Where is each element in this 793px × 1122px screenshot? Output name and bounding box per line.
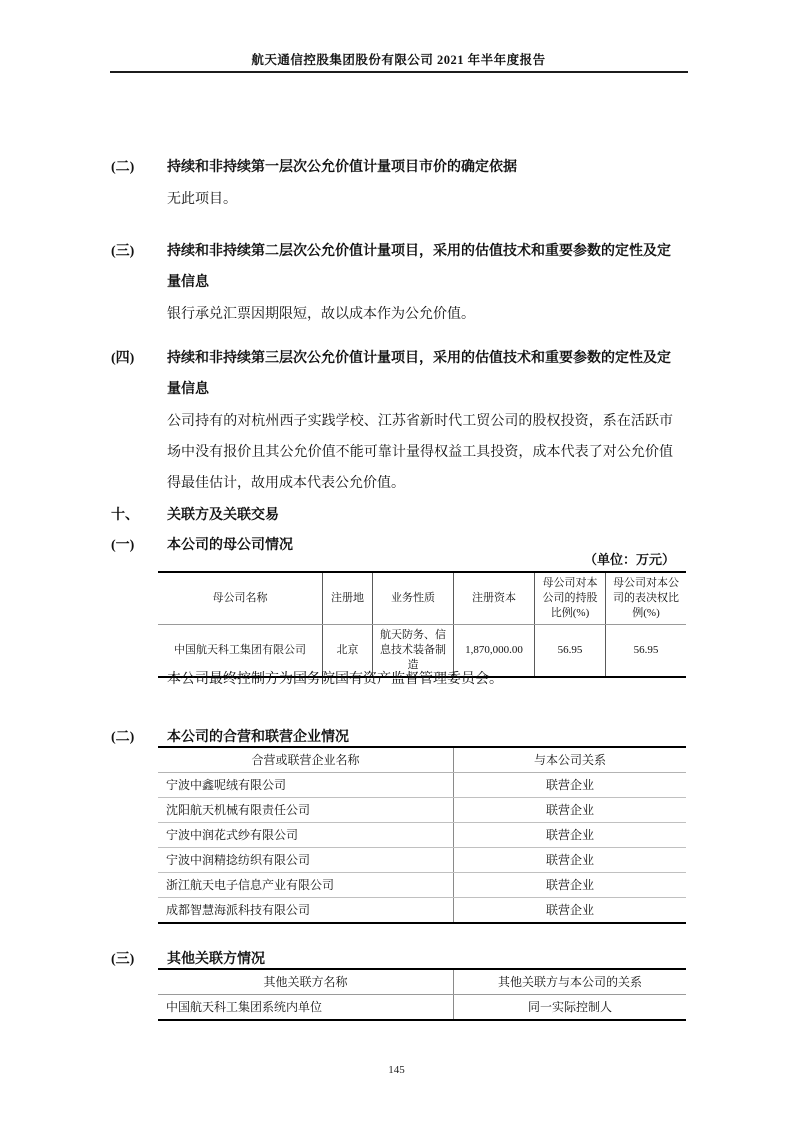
page-header-title: 航天通信控股集团股份有限公司 2021 年半年度报告 bbox=[251, 53, 546, 67]
section-heading: 本公司的合营和联营企业情况 bbox=[167, 730, 349, 745]
section-number: (一) bbox=[111, 538, 135, 553]
section-related-parties bbox=[111, 500, 691, 531]
table-row bbox=[158, 624, 686, 676]
section-number: 十、 bbox=[111, 508, 139, 523]
section-heading: 其他关联方情况 bbox=[167, 952, 265, 967]
parent-company-table bbox=[158, 571, 686, 678]
business-nature-cell: 航天防务、信息技术装备制造 bbox=[372, 625, 453, 676]
section-number: (四) bbox=[111, 351, 135, 366]
section-fair-value-level3 bbox=[111, 343, 691, 499]
unit-note: （单位：万元） bbox=[583, 552, 675, 567]
table-row bbox=[158, 994, 686, 1019]
enterprise-name-cell: 宁波中润花式纱有限公司 bbox=[166, 828, 299, 842]
relationship-cell: 联营企业 bbox=[453, 798, 686, 822]
table-header-row bbox=[158, 748, 686, 772]
registered-capital-cell: 1,870,000.00 bbox=[453, 625, 534, 676]
ultimate-controller-note: 本公司最终控制方为国务院国有资产监督管理委员会。 bbox=[167, 672, 503, 687]
page-content bbox=[111, 0, 691, 1122]
section-number: (二) bbox=[111, 730, 135, 745]
section-heading: 持续和非持续第一层次公允价值计量项目市价的确定依据 bbox=[167, 160, 517, 175]
enterprise-name-cell: 成都智慧海派科技有限公司 bbox=[166, 903, 311, 917]
header-cell-other-party-relationship: 其他关联方与本公司的关系 bbox=[453, 970, 686, 994]
relationship-cell: 联营企业 bbox=[453, 823, 686, 847]
shareholding-ratio-cell: 56.95 bbox=[534, 625, 605, 676]
relationship-cell: 联营企业 bbox=[453, 773, 686, 797]
voting-ratio-cell: 56.95 bbox=[605, 625, 686, 676]
section-heading: 持续和非持续第二层次公允价值计量项目，采用的估值技术和重要参数的定性及定量信息 bbox=[167, 244, 671, 290]
enterprise-name-cell: 宁波中润精捻纺织有限公司 bbox=[166, 853, 311, 867]
section-number: (三) bbox=[111, 952, 135, 967]
table-row bbox=[158, 822, 686, 847]
enterprise-name-cell: 沈阳航天机械有限责任公司 bbox=[166, 803, 311, 817]
table-row bbox=[158, 797, 686, 822]
section-number: (二) bbox=[111, 160, 135, 175]
parent-name-cell: 中国航天科工集团有限公司 bbox=[174, 644, 306, 656]
header-cell-parent-name: 母公司名称 bbox=[212, 592, 268, 604]
section-fair-value-level1 bbox=[111, 152, 691, 215]
enterprise-name-cell: 浙江航天电子信息产业有限公司 bbox=[166, 878, 335, 892]
header-cell-enterprise-name: 合营或联营企业名称 bbox=[251, 753, 360, 767]
section-heading: 持续和非持续第三层次公允价值计量项目，采用的估值技术和重要参数的定性及定量信息 bbox=[167, 351, 671, 397]
section-body: 银行承兑汇票因期限短，故以成本作为公允价值。 bbox=[167, 307, 475, 322]
header-cell-relationship: 与本公司关系 bbox=[453, 748, 686, 772]
other-party-relationship-cell: 同一实际控制人 bbox=[453, 995, 686, 1019]
section-heading: 本公司的母公司情况 bbox=[167, 538, 293, 553]
relationship-cell: 联营企业 bbox=[453, 873, 686, 897]
table-row bbox=[158, 847, 686, 872]
header-cell-business-nature: 业务性质 bbox=[372, 573, 453, 624]
header-cell-shareholding-ratio: 母公司对本公司的持股比例(%) bbox=[534, 573, 605, 624]
table-row bbox=[158, 897, 686, 922]
section-fair-value-level2 bbox=[111, 236, 691, 330]
enterprise-name-cell: 宁波中鑫呢绒有限公司 bbox=[166, 778, 287, 792]
table-header-row bbox=[158, 970, 686, 994]
other-party-name-cell: 中国航天科工集团系统内单位 bbox=[166, 1000, 323, 1014]
section-heading: 关联方及关联交易 bbox=[167, 508, 279, 523]
other-related-party-table bbox=[158, 968, 686, 1021]
joint-venture-table bbox=[158, 746, 686, 924]
section-body: 公司持有的对杭州西子实践学校、江苏省新时代工贸公司的股权投资，系在活跃市场中没有报价且其公允价值不能可靠计量得权益工具投资，成本代表了对公允价值得最佳估计，故用成本代表公允价值。 bbox=[167, 414, 673, 491]
table-row bbox=[158, 772, 686, 797]
header-cell-registered-place: 注册地 bbox=[322, 573, 372, 624]
relationship-cell: 联营企业 bbox=[453, 848, 686, 872]
header-cell-other-party-name: 其他关联方名称 bbox=[263, 975, 348, 989]
table-header-row bbox=[158, 573, 686, 624]
section-body: 无此项目。 bbox=[167, 192, 237, 207]
header-cell-registered-capital: 注册资本 bbox=[453, 573, 534, 624]
relationship-cell: 联营企业 bbox=[453, 898, 686, 922]
section-number: (三) bbox=[111, 244, 135, 259]
page-number: 145 bbox=[388, 1064, 405, 1076]
header-cell-voting-ratio: 母公司对本公司的表决权比例(%) bbox=[605, 573, 686, 624]
table-row bbox=[158, 872, 686, 897]
registered-place-cell: 北京 bbox=[322, 625, 372, 676]
